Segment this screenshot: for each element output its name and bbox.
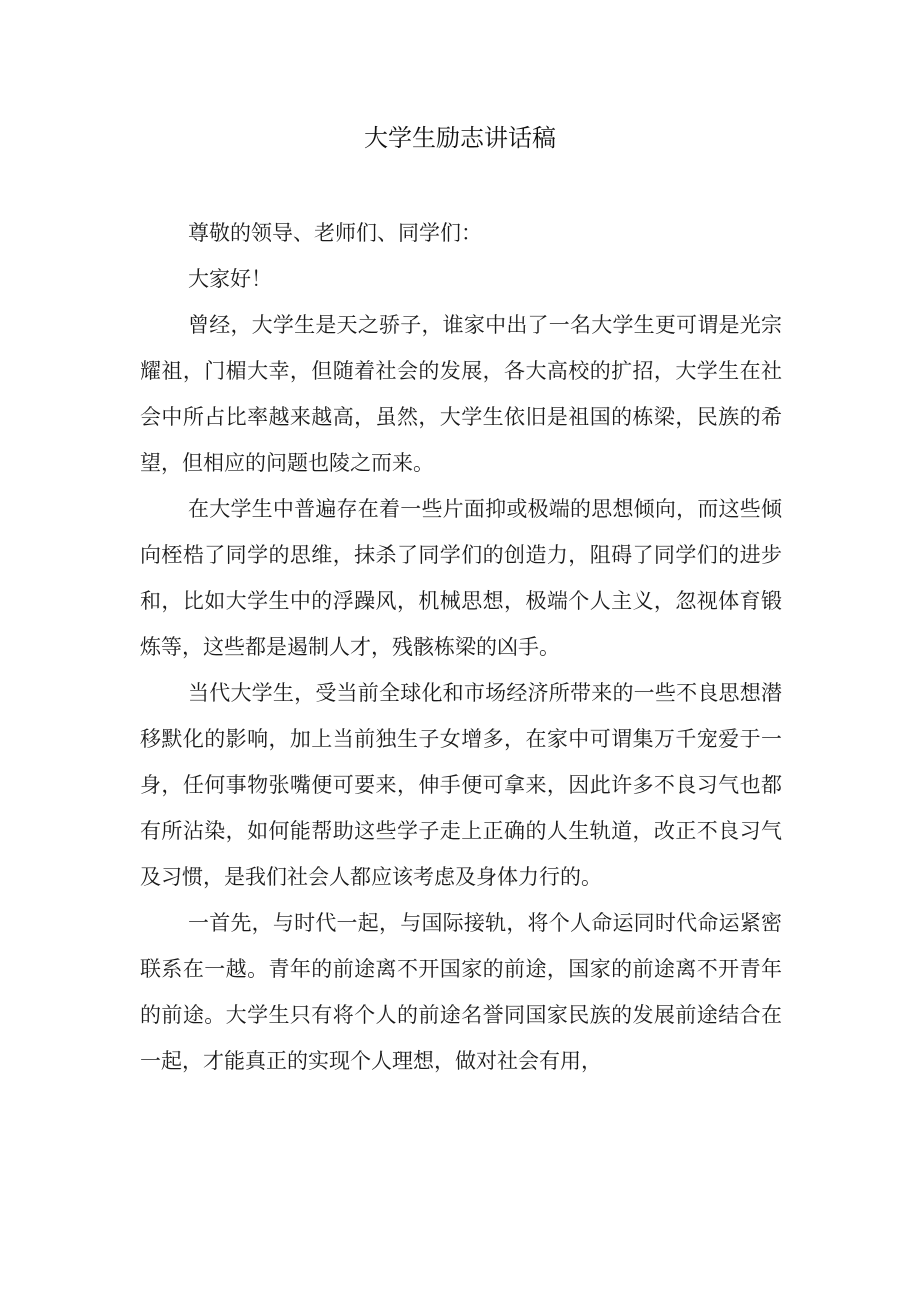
document-title: 大学生励志讲话稿 — [364, 124, 556, 152]
paragraph-2: 在大学生中普遍存在着一些片面抑或极端的思想倾向，而这些倾向桎梏了同学的思维，抹杀了同学们的创造力，阻碍了同学们的进步和，比如大学生中的浮躁风，机械思想，极端个人主义，忽视体育锻炼等，这些都是遏制人才，残骸栋梁的凶手。 — [140, 497, 782, 659]
document-body — [140, 210, 782, 1084]
salutation: 尊敬的领导、老师们、同学们： — [188, 221, 482, 245]
paragraph-4: 一首先，与时代一起，与国际接轨，将个人命运同时代命运紧密联系在一越。青年的前途离不开国家的前途，国家的前途离不开青年的前途。大学生只有将个人的前途名誉同国家民族的发展前途结合在一起，才能真正的实现个人理想，做对社会有用， — [140, 911, 782, 1073]
greeting: 大家好！ — [188, 267, 272, 291]
paragraph-3: 当代大学生，受当前全球化和市场经济所带来的一些不良思想潜移默化的影响，加上当前独生子女增多，在家中可谓集万千宠爱于一身，任何事物张嘴便可要来，伸手便可拿来，因此许多不良习气也都有所沾染，如何能帮助这些学子走上正确的人生轨道，改正不良习气及习惯，是我们社会人都应该考虑及身体力行的。 — [140, 681, 782, 889]
paragraph-1: 曾经，大学生是天之骄子，谁家中出了一名大学生更可谓是光宗耀祖，门楣大幸，但随着社会的发展，各大高校的扩招，大学生在社会中所占比率越来越高，虽然，大学生依旧是祖国的栋梁，民族的希望，但相应的问题也陵之而来。 — [140, 313, 782, 475]
